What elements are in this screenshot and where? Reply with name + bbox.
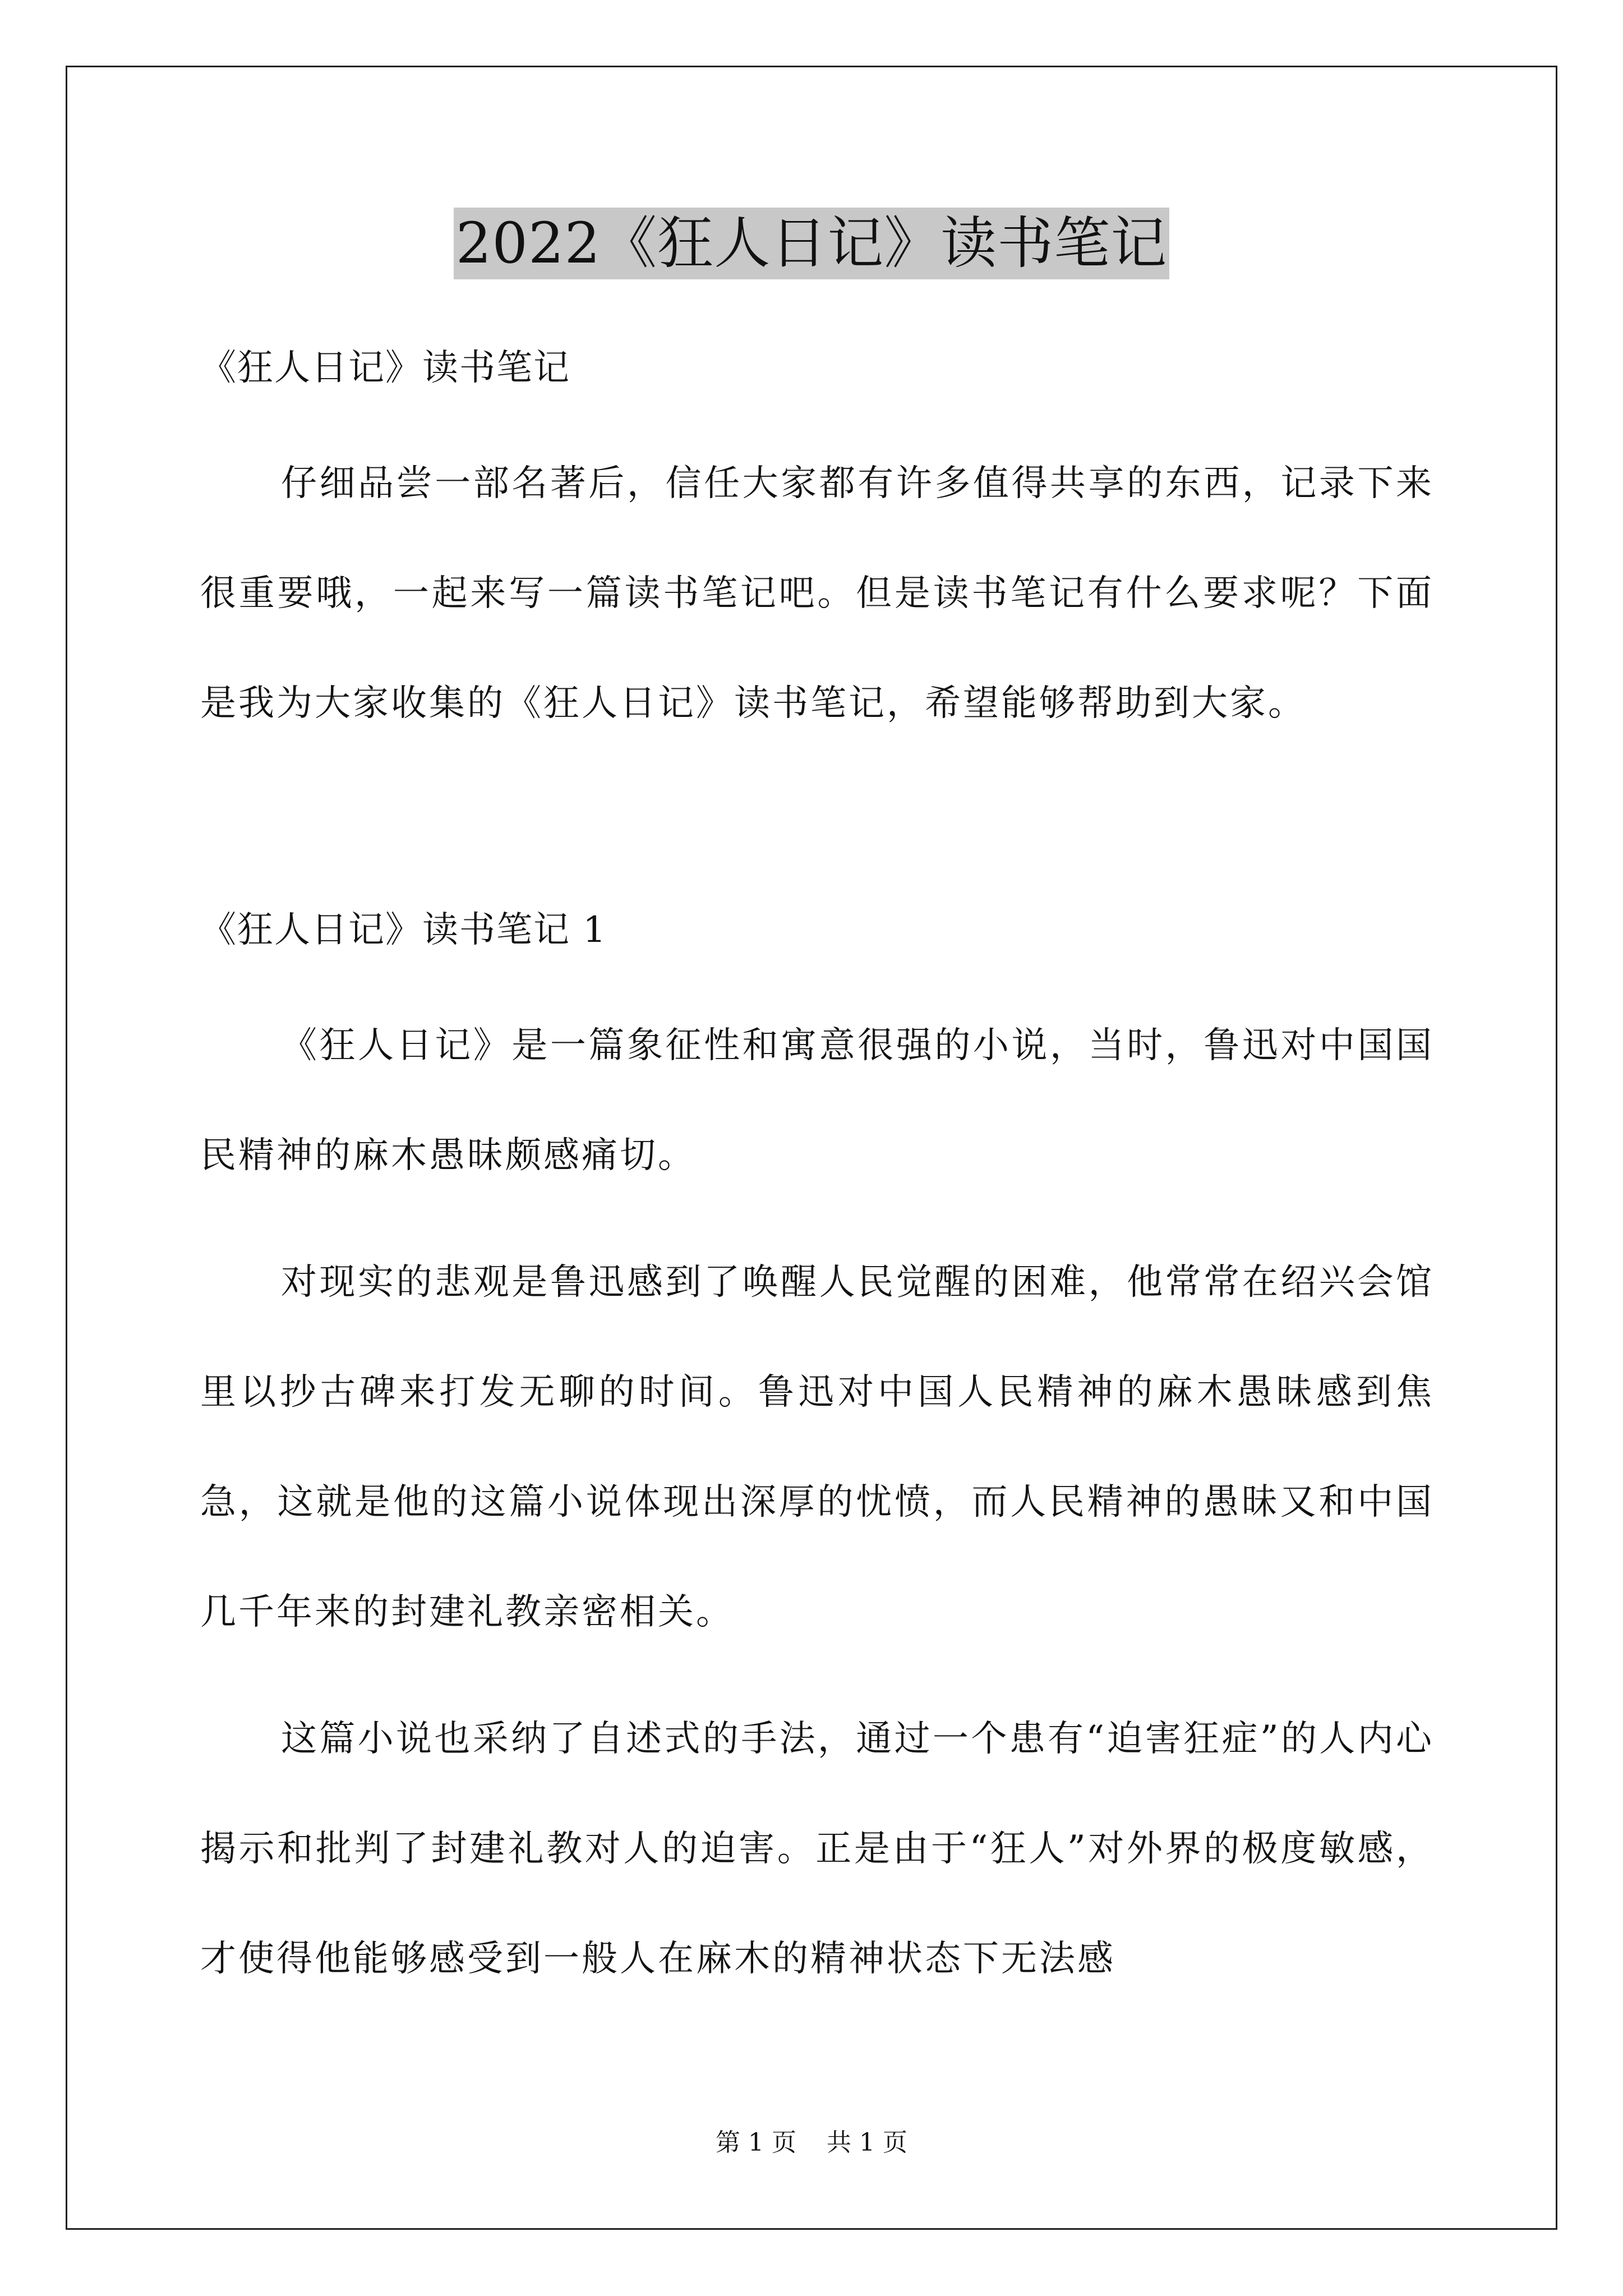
intro-paragraph: 仔细品尝一部名著后，信任大家都有许多值得共享的东西，记录下来很重要哦，一起来写一篇读书笔记吧。但是读书笔记有什么要求呢？下面是我为大家收集的《狂人日记》读书笔记，希望能够帮助到大家。 — [200, 463, 1434, 724]
section-1-heading: 《狂人日记》读书笔记 1 — [200, 909, 607, 951]
document-body — [200, 337, 1434, 2014]
section-1-paragraph-3: 这篇小说也采纳了自述式的手法，通过一个患有“迫害狂症”的人内心揭示和批判了封建礼教对人的迫害。正是由于“狂人”对外界的极度敏感，才使得他能够感受到一般人在麻木的精神状态下无法感 — [200, 1718, 1434, 1980]
document-title: 2022《狂人日记》读书笔记 — [454, 208, 1170, 279]
section-1-paragraph-2: 对现实的悲观是鲁迅感到了唤醒人民觉醒的困难，他常常在绍兴会馆里以抄古碑来打发无聊的时间。鲁迅对中国人民精神的麻木愚昧感到焦急，这就是他的这篇小说体现出深厚的忧愤，而人民精神的愚昧又和中国几千年来的封建礼教亲密相关。 — [200, 1262, 1434, 1633]
total-pages: 共 1 页 — [827, 2128, 907, 2157]
subtitle-heading: 《狂人日记》读书笔记 — [200, 347, 570, 389]
section-1-paragraph-1: 《狂人日记》是一篇象征性和寓意很强的小说，当时，鲁迅对中国国民精神的麻木愚昧颇感痛切。 — [200, 1025, 1434, 1176]
page-footer — [0, 2126, 1623, 2160]
title-container — [0, 208, 1623, 279]
page-number: 第 1 页 — [716, 2128, 796, 2157]
